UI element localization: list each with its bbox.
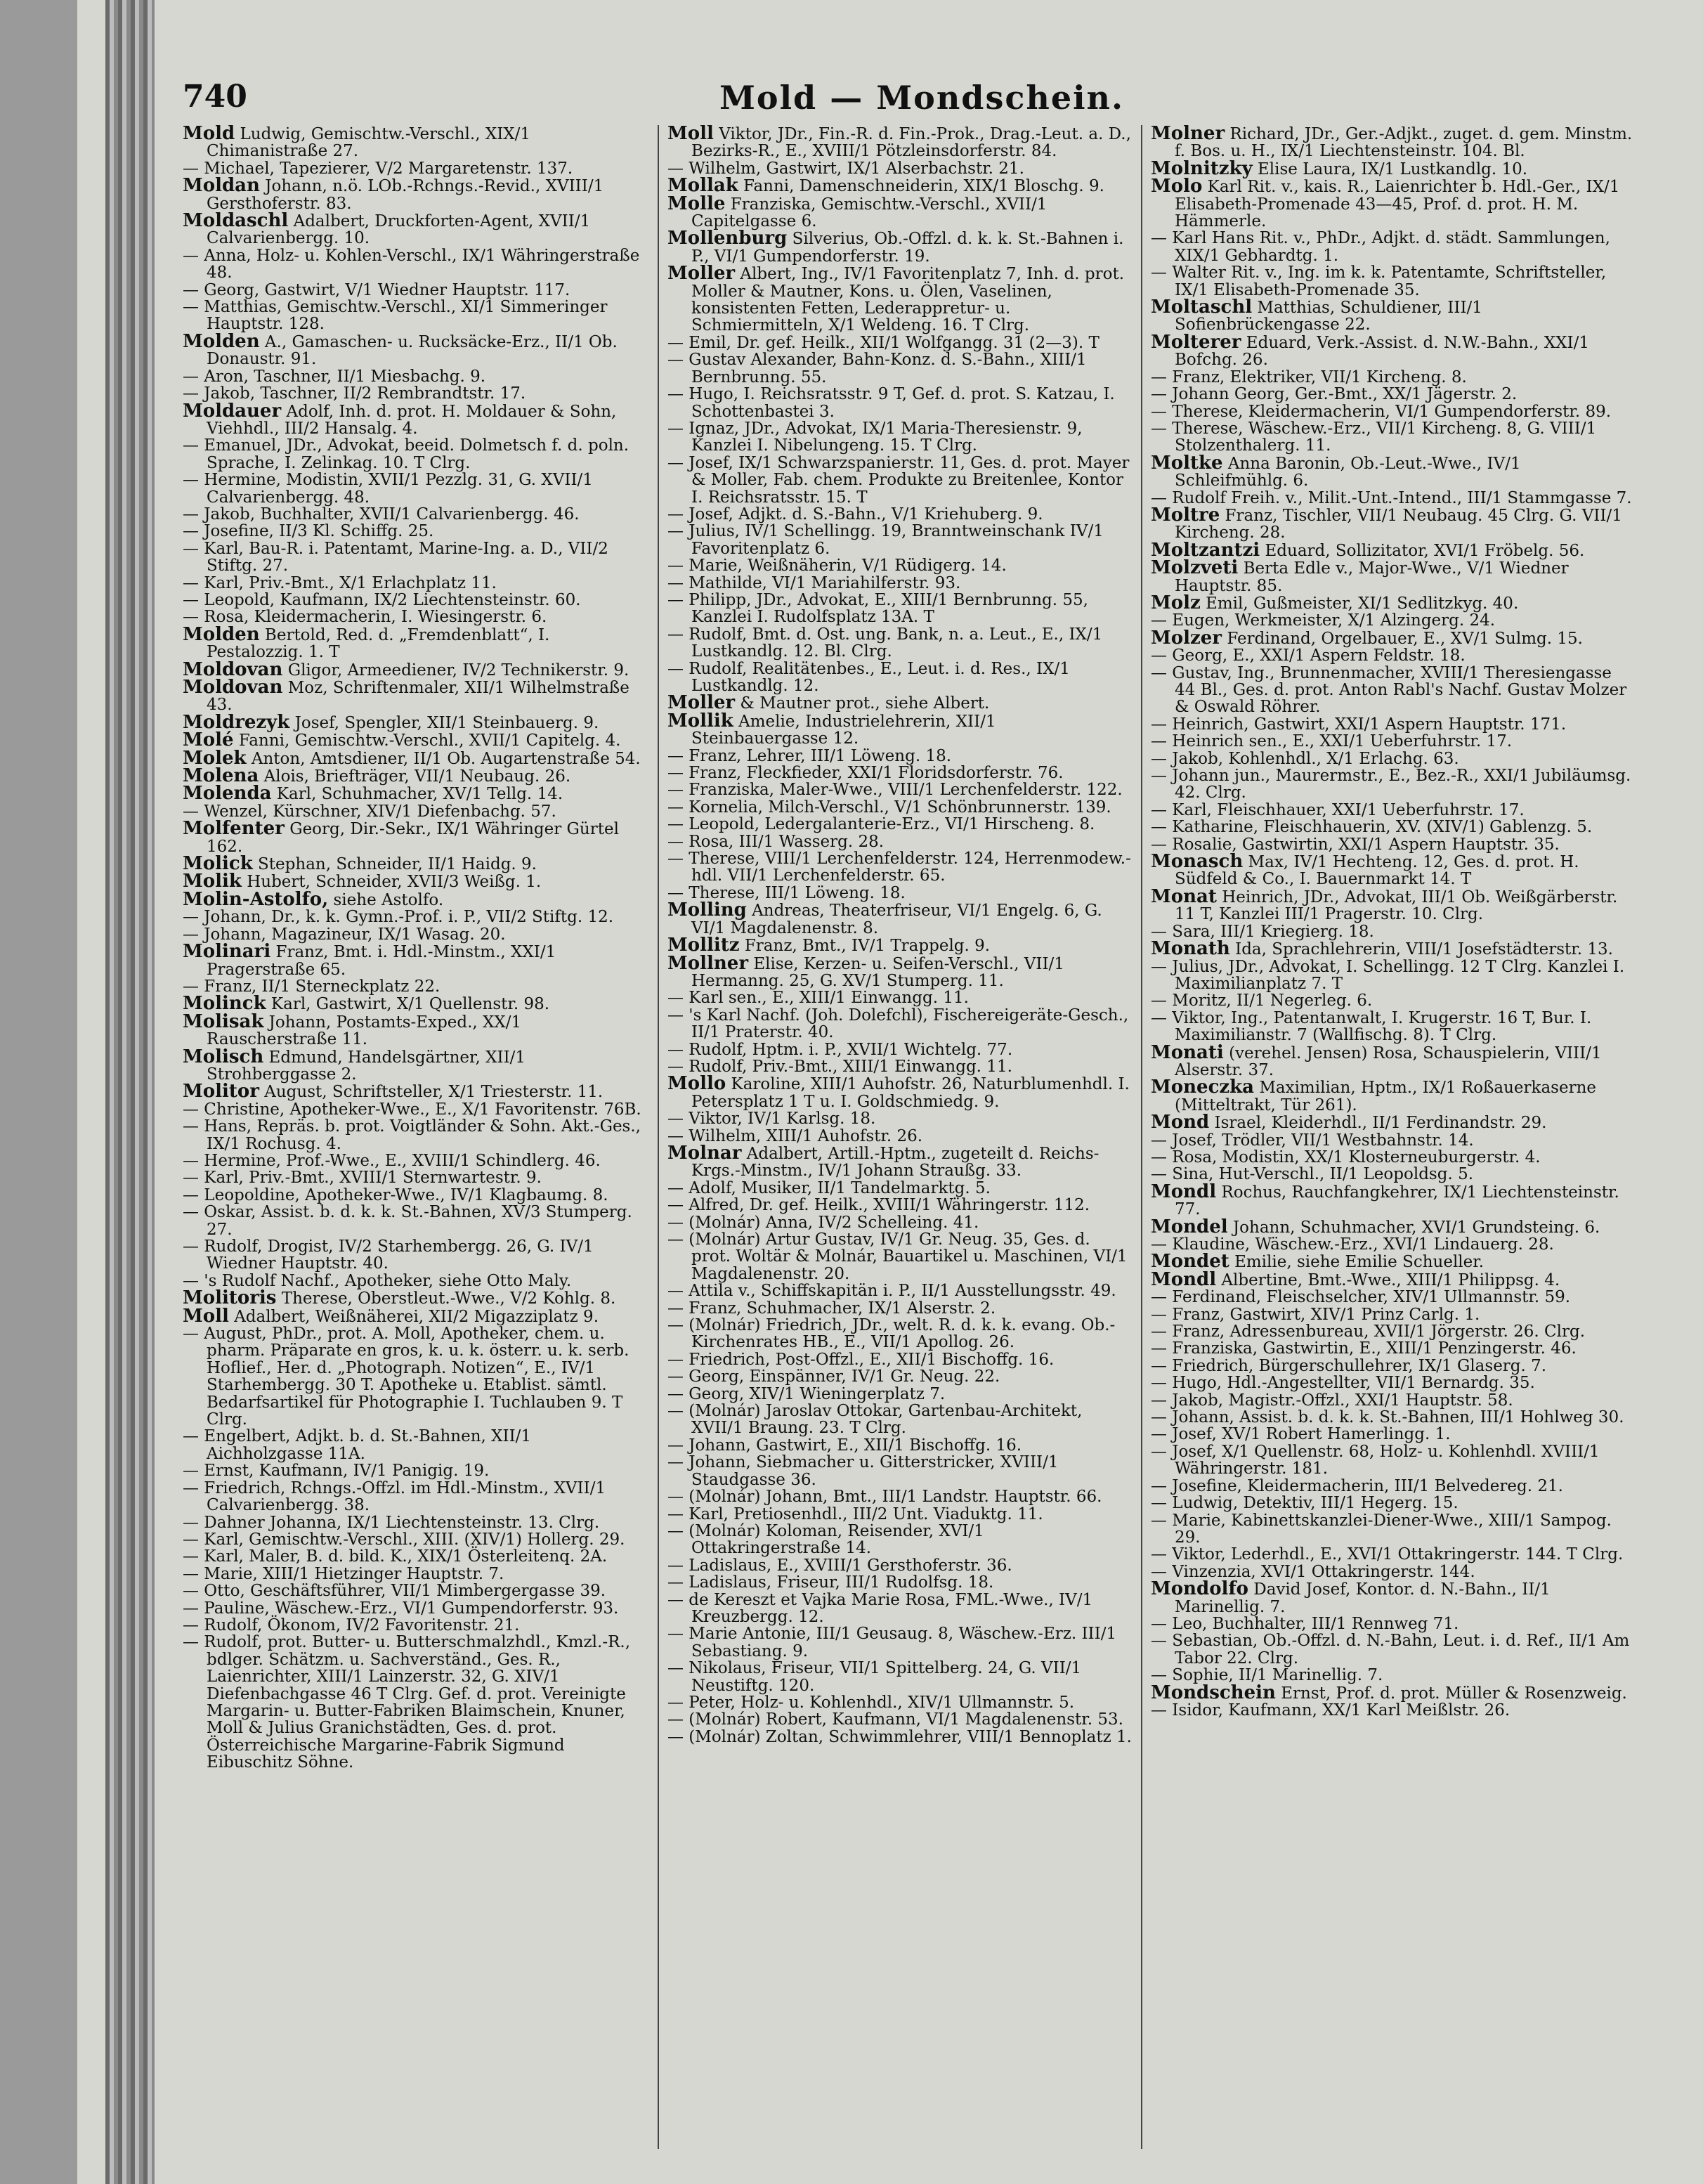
directory-entry: — Moritz, II/1 Negerleg. 6.	[1151, 992, 1373, 1010]
directory-entry: — Otto, Geschäftsführer, VII/1 Mimbergergasse 39.	[183, 1582, 606, 1601]
directory-entry: — (Molnár) Anna, IV/2 Schelleing. 41.	[667, 1213, 979, 1232]
directory-entry: Moller & Mautner prot., siehe Albert.	[667, 692, 990, 714]
directory-entry: — Karl, Priv.-Bmt., XVIII/1 Sternwartestr. 9.	[183, 1169, 542, 1188]
directory-entry: — Rudolf, Realitätenbes., E., Leut. i. d. Res., IX/1 Lustkandlg. 12.	[667, 659, 1070, 695]
directory-entry: Molden A., Gamaschen- u. Rucksäcke-Erz., II/1 Ob. Donaustr. 91.	[183, 330, 618, 369]
directory-entry: — Ladislaus, Friseur, III/1 Rudolfsg. 18.	[667, 1573, 994, 1592]
directory-entry: — Engelbert, Adjkt. b. d. St.-Bahnen, XII/1 Aichholzgasse 11A.	[183, 1427, 532, 1463]
directory-entry: — Franz, Gastwirt, XIV/1 Prinz Carlg. 1.	[1151, 1305, 1480, 1324]
directory-entry: — Wenzel, Kürschner, XIV/1 Diefenbachg. 57.	[183, 802, 556, 821]
directory-entry: Moldaschl Adalbert, Druckforten-Agent, XVII/1 Calvarienbergg. 10.	[183, 210, 591, 248]
directory-entry: Moneczka Maximilian, Hptm., IX/1 Roßauerkaserne (Mitteltrakt, Tür 261).	[1151, 1077, 1597, 1114]
column-1	[183, 125, 646, 2156]
directory-entry: — Hermine, Prof.-Wwe., E., XVIII/1 Schindlerg. 46.	[183, 1151, 601, 1170]
directory-entry: Molnar Adalbert, Artill.-Hptm., zugeteilt d. Reichs-Krgs.-Minstm., IV/1 Johann Straußg. 33.	[667, 1142, 1100, 1181]
directory-entry: Molzer Ferdinand, Orgelbauer, E., XV/1 Sulmg. 15.	[1151, 627, 1583, 649]
directory-entry: — Johann, Magazineur, IX/1 Wasag. 20.	[183, 925, 506, 944]
directory-entry: — Therese, Wäschew.-Erz., VII/1 Kircheng. 8, G. VIII/1 Stolzenthalerg. 11.	[1151, 419, 1597, 455]
directory-entry: — 's Rudolf Nachf., Apotheker, siehe Otto Maly.	[183, 1271, 572, 1290]
directory-entry: — Pauline, Wäschew.-Erz., VI/1 Gumpendorferstr. 93.	[183, 1599, 619, 1618]
directory-entry: — Hans, Repräs. b. prot. Voigtländer & Sohn. Akt.-Ges., IX/1 Rochusg. 4.	[183, 1117, 641, 1153]
directory-entry: — Isidor, Kaufmann, XX/1 Karl Meißlstr. 26.	[1151, 1701, 1510, 1720]
directory-entry: — Josef, Adjkt. d. S.-Bahn., V/1 Kriehuberg. 9.	[667, 505, 1043, 524]
directory-entry: Molick Stephan, Schneider, II/1 Haidg. 9.	[183, 853, 537, 875]
directory-entry: Mondl Albertine, Bmt.-Wwe., XIII/1 Philippsg. 4.	[1151, 1268, 1560, 1290]
directory-entry: Moldauer Adolf, Inh. d. prot. H. Moldauer & Sohn, Viehhdl., III/2 Hansalg. 4.	[183, 400, 617, 438]
column-rule	[658, 125, 659, 2149]
directory-entry: — Rudolf Freih. v., Milit.-Unt.-Intend., III/1 Stammgasse 7.	[1151, 488, 1632, 507]
directory-entry: — Nikolaus, Friseur, VII/1 Spittelberg. 24, G. VII/1 Neustiftg. 120.	[667, 1659, 1082, 1695]
directory-entry: — Marie, Kabinettskanzlei-Diener-Wwe., XIII/1 Sampog. 29.	[1151, 1511, 1612, 1547]
directory-entry: — Josef, XV/1 Robert Hamerlingg. 1.	[1151, 1425, 1451, 1444]
directory-entry: — Ladislaus, E., XVIII/1 Gersthoferstr. 36.	[667, 1556, 1012, 1575]
directory-entry: — Franz, Elektriker, VII/1 Kircheng. 8.	[1151, 368, 1467, 386]
directory-entry: Molinari Franz, Bmt. i. Hdl.-Minstm., XXI/1 Pragerstraße 65.	[183, 941, 556, 979]
directory-entry: Monath Ida, Sprachlehrerin, VIII/1 Josefstädterstr. 13.	[1151, 938, 1613, 960]
directory-entry: Mond Israel, Kleiderhdl., II/1 Ferdinandstr. 29.	[1151, 1112, 1547, 1133]
directory-entry: Molo Karl Rit. v., kais. R., Laienrichter b. Hdl.-Ger., IX/1 Elisabeth-Promenade 43—45, Prof. d. prot. H. M. Hämmerle.	[1151, 176, 1620, 231]
directory-entry: — Wilhelm, XIII/1 Auhofstr. 26.	[667, 1126, 923, 1145]
directory-entry: — Ernst, Kaufmann, IV/1 Panigig. 19.	[183, 1462, 490, 1481]
directory-entry: Mondet Emilie, siehe Emilie Schueller.	[1151, 1251, 1485, 1273]
directory-entry: — Philipp, JDr., Advokat, E., XIII/1 Bernbrunng. 55, Kanzlei I. Rudolfsplatz 13A. T	[667, 590, 1088, 627]
directory-entry: — Rosalie, Gastwirtin, XXI/1 Aspern Hauptstr. 35.	[1151, 835, 1560, 854]
directory-entry: — Rudolf, prot. Butter- u. Butterschmalzhdl., Kmzl.-R., bdlger. Schätzm. u. Sachverständ., Ges. R., Laienrichter, XIII/1 Lainzerstr. 32, G. XIV/1 Diefenbachgasse 46 T Clrg. Gef. d. prot. Vereinigte Margarin- u. Butter-Fabriken Blaimschein, Knuner, Moll & Julius Granichstädten, Ges. d. prot. Österreichische Margarine-Fabrik Sigmund Eibuschitz Söhne.	[183, 1633, 631, 1772]
directory-entry: — (Molnár) Johann, Bmt., III/1 Landstr. Hauptstr. 66.	[667, 1488, 1102, 1507]
directory-entry: — Georg, XIV/1 Wieningerplatz 7.	[667, 1384, 946, 1403]
directory-entry: — Franz, II/1 Sterneckplatz 22.	[183, 977, 441, 996]
directory-entry: — Therese, Kleidermacherin, VI/1 Gumpendorferstr. 89.	[1151, 402, 1612, 421]
directory-entry: — Hugo, I. Reichsratsstr. 9 T, Gef. d. prot. S. Katzau, I. Schottenbastei 3.	[667, 385, 1115, 421]
directory-entry: Molik Hubert, Schneider, XVII/3 Weißg. 1.	[183, 871, 542, 892]
directory-entry: — Rosa, Kleidermacherin, I. Wiesingerstr. 6.	[183, 608, 547, 627]
directory-entry: — Julius, JDr., Advokat, I. Schellingg. 12 T Clrg. Kanzlei I. Maximilianplatz 7. T	[1151, 957, 1625, 993]
directory-entry: Molnitzky Elise Laura, IX/1 Lustkandlg. 10.	[1151, 157, 1528, 179]
directory-entry: — (Molnár) Friedrich, JDr., welt. R. d. k. k. evang. Ob.-Kirchenrates HB., E., VII/1 Apollog. 26.	[667, 1316, 1116, 1352]
directory-entry: — Anna, Holz- u. Kohlen-Verschl., IX/1 Währingerstraße 48.	[183, 246, 640, 282]
directory-entry: — Eugen, Werkmeister, X/1 Alzingerg. 24.	[1151, 611, 1496, 630]
directory-entry: Molisch Edmund, Handelsgärtner, XII/1 Strohberggasse 2.	[183, 1046, 526, 1084]
directory-entry: Mondschein Ernst, Prof. d. prot. Müller & Rosenzweig.	[1151, 1682, 1627, 1703]
directory-entry: Mold Ludwig, Gemischtw.-Verschl., XIX/1 Chimanistraße 27.	[183, 125, 531, 161]
directory-entry: — Oskar, Assist. b. d. k. k. St.-Bahnen, XV/3 Stumperg. 27.	[183, 1203, 632, 1239]
directory-entry: — Josef, Trödler, VII/1 Westbahnstr. 14.	[1151, 1131, 1474, 1150]
directory-entry: — Emil, Dr. gef. Heilk., XII/1 Wolfgangg. 31 (2—3). T	[667, 333, 1100, 352]
directory-entry: Moltaschl Matthias, Schuldiener, III/1 Sofienbrückengasse 22.	[1151, 297, 1482, 334]
directory-entry: — Johann, Dr., k. k. Gymn.-Prof. i. P., VII/2 Stiftg. 12.	[183, 908, 614, 927]
directory-entry: Molner Richard, JDr., Ger.-Adjkt., zuget. d. gem. Minstm. f. Bos. u. H., IX/1 Liechtensteinstr. 104. Bl.	[1151, 125, 1633, 161]
directory-entry: — Dahner Johanna, IX/1 Liechtensteinstr. 13. Clrg.	[183, 1513, 600, 1532]
directory-entry: — Klaudine, Wäschew.-Erz., XVI/1 Lindauerg. 28.	[1151, 1235, 1554, 1254]
directory-entry: — Vinzenzia, XVI/1 Ottakringerstr. 144.	[1151, 1562, 1475, 1581]
directory-entry: — Matthias, Gemischtw.-Verschl., XI/1 Simmeringer Hauptstr. 128.	[183, 298, 608, 334]
directory-entry: Molé Fanni, Gemischtw.-Verschl., XVII/1 Capitelg. 4.	[183, 729, 621, 751]
directory-entry: Molin-Astolfo, siehe Astolfo.	[183, 888, 444, 910]
directory-entry: — Attila v., Schiffskapitän i. P., II/1 Ausstellungsstr. 49.	[667, 1282, 1116, 1301]
directory-entry: — Viktor, Ing., Patentanwalt, I. Krugerstr. 16 T, Bur. I. Maximilianstr. 7 (Wallfischg. 8). T Clrg.	[1151, 1008, 1592, 1045]
directory-entry: — Johann jun., Maurermstr., E., Bez.-R., XXI/1 Jubiläumsg. 42. Clrg.	[1151, 767, 1631, 802]
directory-entry: — Franziska, Maler-Wwe., VIII/1 Lerchenfelderstr. 122.	[667, 781, 1123, 800]
directory-entry: — Wilhelm, Gastwirt, IX/1 Alserbachstr. 21.	[667, 159, 1024, 178]
directory-entry: — Josef, X/1 Quellenstr. 68, Holz- u. Kohlenhdl. XVIII/1 Währingerstr. 181.	[1151, 1442, 1600, 1478]
directory-entry: Mollik Amelie, Industrielehrerin, XII/1 Steinbauergasse 12.	[667, 710, 996, 748]
directory-entry: — Rudolf, Priv.-Bmt., XIII/1 Einwangg. 11.	[667, 1057, 1012, 1076]
column-rule	[1141, 125, 1142, 2149]
directory-entry: Molena Alois, Briefträger, VII/1 Neubaug. 26.	[183, 765, 571, 787]
directory-entry: — Karl, Maler, B. d. bild. K., XIX/1 Österleitenq. 2A.	[183, 1547, 608, 1566]
directory-entry: — Sara, III/1 Kriegierg. 18.	[1151, 922, 1374, 941]
column-3	[1151, 125, 1636, 2156]
directory-entry: — Franz, Adressenbureau, XVII/1 Jörgerstr. 26. Clrg.	[1151, 1322, 1586, 1341]
directory-entry: — Jakob, Magistr.-Offzl., XXI/1 Hauptstr. 58.	[1151, 1391, 1513, 1410]
directory-entry: — Aron, Taschner, II/1 Miesbachg. 9.	[183, 367, 486, 386]
directory-entry: — Heinrich, Gastwirt, XXI/1 Aspern Hauptstr. 171.	[1151, 715, 1567, 734]
directory-entry: — Karl, Pretiosenhdl., III/2 Unt. Viaduktg. 11.	[667, 1504, 1043, 1523]
directory-entry: Molisak Johann, Postamts-Exped., XX/1 Rauscherstraße 11.	[183, 1010, 522, 1049]
directory-entry: — Johann, Siebmacher u. Gitterstricker, XVIII/1 Staudgasse 36.	[667, 1453, 1059, 1489]
directory-entry: — Franz, Schuhmacher, IX/1 Alserstr. 2.	[667, 1299, 996, 1318]
directory-entry: — Kornelia, Milch-Verschl., V/1 Schönbrunnerstr. 139.	[667, 798, 1111, 817]
running-head: Mold — Mondschein.	[719, 79, 1125, 117]
directory-entry: — Emanuel, JDr., Advokat, beeid. Dolmetsch f. d. poln. Sprache, I. Zelinkag. 10. T Clrg.	[183, 436, 629, 472]
directory-page	[77, 0, 1703, 2184]
directory-entry: Molitor August, Schriftsteller, X/1 Triesterstr. 11.	[183, 1081, 603, 1103]
directory-entry: — (Molnár) Koloman, Reisender, XVI/1 Ottakringerstraße 14.	[667, 1521, 984, 1558]
directory-entry: Moldan Johann, n.ö. LOb.-Rchngs.-Revid., XVIII/1 Gersthoferstr. 83.	[183, 175, 604, 213]
directory-entry: — Franziska, Gastwirtin, E., XIII/1 Penzingerstr. 46.	[1151, 1339, 1577, 1358]
directory-entry: — Peter, Holz- u. Kohlenhdl., XIV/1 Ullmannstr. 5.	[667, 1693, 1075, 1712]
directory-entry: Moltke Anna Baronin, Ob.-Leut.-Wwe., IV/1 Schleifmühlg. 6.	[1151, 452, 1521, 490]
directory-entry: Molz Emil, Gußmeister, XI/1 Sedlitzkyg. 40.	[1151, 592, 1519, 613]
directory-entry: — Jakob, Taschner, II/2 Rembrandtstr. 17.	[183, 384, 526, 403]
directory-entry: — (Molnár) Jaroslav Ottokar, Gartenbau-Architekt, XVII/1 Braung. 23. T Clrg.	[667, 1402, 1083, 1438]
directory-entry: Molling Andreas, Theaterfriseur, VI/1 Engelg. 6, G. VI/1 Magdalenenstr. 8.	[667, 899, 1102, 937]
directory-entry: Mollak Fanni, Damenschneiderin, XIX/1 Bloschg. 9.	[667, 175, 1104, 197]
directory-entry: — 's Karl Nachf. (Joh. Dolefchl), Fischereigeräte-Gesch., II/1 Praterstr. 40.	[667, 1006, 1129, 1042]
directory-entry: Mondel Johann, Schuhmacher, XVI/1 Grundsteing. 6.	[1151, 1216, 1600, 1237]
directory-entry: Molitoris Therese, Oberstleut.-Wwe., V/2 Kohlg. 8.	[183, 1287, 616, 1309]
directory-entry: — Sina, Hut-Verschl., II/1 Leopoldsg. 5.	[1151, 1165, 1474, 1184]
page-header	[183, 79, 1661, 121]
directory-entry: — (Molnár) Zoltan, Schwimmlehrer, VIII/1 Bennoplatz 1.	[667, 1727, 1132, 1746]
directory-entry: — Georg, Einspänner, IV/1 Gr. Neug. 22.	[667, 1367, 1000, 1386]
directory-entry: — Friedrich, Bürgerschullehrer, IX/1 Glaserg. 7.	[1151, 1356, 1547, 1375]
column-2	[667, 125, 1135, 2156]
directory-entry: Monat Heinrich, JDr., Advokat, III/1 Ob. Weißgärberstr. 11 T, Kanzlei III/1 Pragerstr. 10. Clrg.	[1151, 885, 1618, 924]
directory-entry: — Katharine, Fleischhauerin, XV. (XIV/1) Gablenzg. 5.	[1151, 818, 1593, 837]
directory-entry: Monati (verehel. Jensen) Rosa, Schauspielerin, VIII/1 Alserstr. 37.	[1151, 1041, 1602, 1079]
directory-entry: — Karl, Priv.-Bmt., X/1 Erlachplatz 11.	[183, 573, 497, 592]
directory-entry: — Ludwig, Detektiv, III/1 Hegerg. 15.	[1151, 1494, 1459, 1513]
directory-entry: — Julius, IV/1 Schellingg. 19, Branntweinschank IV/1 Favoritenplatz 6.	[667, 522, 1104, 558]
directory-entry: — Josefine, II/3 Kl. Schiffg. 25.	[183, 522, 434, 541]
directory-entry: Mollner Elise, Kerzen- u. Seifen-Verschl., VII/1 Hermanng. 25, G. XV/1 Stumperg. 11.	[667, 952, 1064, 990]
directory-entry: — Gustav Alexander, Bahn-Konz. d. S.-Bahn., XIII/1 Bernbrunng. 55.	[667, 351, 1087, 386]
directory-entry: — Johann, Assist. b. d. k. k. St.-Bahnen, III/1 Hohlweg 30.	[1151, 1408, 1624, 1427]
directory-entry: — Karl Hans Rit. v., PhDr., Adjkt. d. städt. Sammlungen, XIX/1 Gebhardtg. 1.	[1151, 229, 1610, 265]
directory-entry: Mondl Rochus, Rauchfangkehrer, IX/1 Liechtensteinstr. 77.	[1151, 1181, 1619, 1219]
directory-entry: — Leopold, Kaufmann, IX/2 Liechtensteinstr. 60.	[183, 590, 581, 609]
directory-entry: — de Kereszt et Vajka Marie Rosa, FML.-Wwe., IV/1 Kreuzbergg. 12.	[667, 1590, 1093, 1626]
directory-entry: Molzveti Berta Edle v., Major-Wwe., V/1 Wiedner Hauptstr. 85.	[1151, 557, 1569, 595]
directory-entry: — Walter Rit. v., Ing. im k. k. Patentamte, Schriftsteller, IX/1 Elisabeth-Promenade 35.	[1151, 264, 1607, 299]
directory-entry: Monasch Max, IV/1 Hechteng. 12, Ges. d. prot. H. Südfeld & Co., I. Bauernmarkt 14. T	[1151, 851, 1579, 889]
directory-entry: — Josef, IX/1 Schwarzspanierstr. 11, Ges. d. prot. Mayer & Moller, Fab. chem. Produkte zu Breitenlee, Kontor I. Reichsratsstr. 15. T	[667, 453, 1130, 507]
directory-entry: — Rosa, Modistin, XX/1 Klosterneuburgerstr. 4.	[1151, 1148, 1541, 1166]
directory-entry: Molle Franziska, Gemischtw.-Verschl., XVII/1 Capitelgasse 6.	[667, 193, 1048, 231]
directory-entry: — Rudolf, Ökonom, IV/2 Favoritenstr. 21.	[183, 1616, 520, 1634]
directory-entry: — Rudolf, Drogist, IV/2 Starhembergg. 26, G. IV/1 Wiedner Hauptstr. 40.	[183, 1237, 594, 1273]
directory-entry: — August, PhDr., prot. A. Moll, Apotheker, chem. u. pharm. Präparate en gros, k. u. k. österr. u. k. serb. Hoflief., Her. d. „Photograph. Notizen“, E., IV/1 Starhembergg. 30 T. Apotheke u. Etablist. sämtl. Bedarfsartikel für Photographie I. Tuchlauben 9. T Clrg.	[183, 1325, 629, 1429]
directory-entry: — Johann, Gastwirt, E., XII/1 Bischoffg. 16.	[667, 1436, 1022, 1455]
directory-entry: Molterer Eduard, Verk.-Assist. d. N.W.-Bahn., XXI/1 Bofchg. 26.	[1151, 331, 1589, 370]
directory-entry: Moller Albert, Ing., IV/1 Favoritenplatz 7, Inh. d. prot. Moller & Mautner, Kons. u. Ölen, Vaselinen, konsistenten Fetten, Lederappretur- u. Schmiermitteln, X/1 Weldeng. 16. T Clrg.	[667, 263, 1125, 335]
directory-entry: — Georg, Gastwirt, V/1 Wiedner Hauptstr. 117.	[183, 280, 570, 299]
directory-entry: Molek Anton, Amtsdiener, II/1 Ob. Augartenstraße 54.	[183, 747, 641, 769]
page-number: 740	[183, 79, 247, 115]
directory-entry: — Viktor, IV/1 Karlsg. 18.	[667, 1110, 876, 1129]
directory-entry: Molfenter Georg, Dir.-Sekr., IX/1 Währinger Gürtel 162.	[183, 818, 619, 856]
directory-entry: Mollo Karoline, XIII/1 Auhofstr. 26, Naturblumenhdl. I. Petersplatz 1 T u. I. Goldschmiedg. 9.	[667, 1073, 1130, 1111]
directory-entry: Moltzantzi Eduard, Sollizitator, XVI/1 Fröbelg. 56.	[1151, 539, 1585, 561]
directory-entry: Molinck Karl, Gastwirt, X/1 Quellenstr. 98.	[183, 993, 550, 1015]
directory-entry: Moldovan Moz, Schriftenmaler, XII/1 Wilhelmstraße 43.	[183, 677, 629, 715]
directory-entry: — Ignaz, JDr., Advokat, IX/1 Maria-Theresienstr. 9, Kanzlei I. Nibelungeng. 15. T Clrg.	[667, 419, 1083, 455]
directory-entry: — Karl, Fleischhauer, XXI/1 Ueberfuhrstr. 17.	[1151, 800, 1525, 819]
directory-entry: — Franz, Fleckfieder, XXI/1 Floridsdorferstr. 76.	[667, 764, 1064, 783]
directory-entry: — Friedrich, Post-Offzl., E., XII/1 Bischoffg. 16.	[667, 1350, 1055, 1369]
directory-entry: — Therese, VIII/1 Lerchenfelderstr. 124, Herrenmodew.-hdl. VII/1 Lerchenfelderstr. 65.	[667, 850, 1131, 885]
directory-entry: — Hugo, Hdl.-Angestellter, VII/1 Bernardg. 35.	[1151, 1374, 1535, 1393]
directory-entry: — Johann Georg, Ger.-Bmt., XX/1 Jägerstr. 2.	[1151, 385, 1518, 404]
directory-entry: — Rudolf, Hptm. i. P., XVII/1 Wichtelg. 77.	[667, 1040, 1013, 1059]
directory-entry: — Christine, Apotheker-Wwe., E., X/1 Favoritenstr. 76B.	[183, 1100, 641, 1119]
directory-entry: — Karl sen., E., XIII/1 Einwangg. 11.	[667, 989, 969, 1008]
directory-entry: Moldovan Gligor, Armeediener, IV/2 Technikerstr. 9.	[183, 658, 629, 680]
directory-entry: — Mathilde, VI/1 Mariahilferstr. 93.	[667, 573, 961, 592]
directory-entry: — Marie, XIII/1 Hietzinger Hauptstr. 7.	[183, 1564, 504, 1583]
directory-entry: — Michael, Tapezierer, V/2 Margaretenstr. 137.	[183, 159, 573, 178]
directory-entry: — Georg, E., XXI/1 Aspern Feldstr. 18.	[1151, 646, 1466, 665]
directory-entry: Mondolfo David Josef, Kontor. d. N.-Bahn., II/1 Marinellig. 7.	[1151, 1578, 1551, 1616]
page-edge-shading	[105, 0, 155, 2184]
directory-entry: — Jakob, Buchhalter, XVII/1 Calvarienbergg. 46.	[183, 505, 580, 524]
directory-entry: — Heinrich sen., E., XXI/1 Ueberfuhrstr. 17.	[1151, 732, 1513, 751]
directory-entry: — Adolf, Musiker, II/1 Tandelmarktg. 5.	[667, 1178, 991, 1197]
directory-entry: Mollitz Franz, Bmt., IV/1 Trappelg. 9.	[667, 935, 991, 956]
directory-entry: — Alfred, Dr. gef. Heilk., XVIII/1 Währingerstr. 112.	[667, 1196, 1090, 1215]
directory-entry: — Josefine, Kleidermacherin, III/1 Belvedereg. 21.	[1151, 1476, 1563, 1495]
directory-entry: — Marie Antonie, III/1 Geusaug. 8, Wäschew.-Erz. III/1 Sebastiang. 9.	[667, 1625, 1117, 1660]
directory-entry: — Hermine, Modistin, XVII/1 Pezzlg. 31, G. XVII/1 Calvarienbergg. 48.	[183, 471, 593, 507]
directory-entry: — Gustav, Ing., Brunnenmacher, XVIII/1 Theresiengasse 44 Bl., Ges. d. prot. Anton Rabl's Nachf. Gustav Molzer & Oswald Röhrer.	[1151, 663, 1627, 717]
directory-entry: — Sophie, II/1 Marinellig. 7.	[1151, 1666, 1383, 1685]
directory-entry: — Viktor, Lederhdl., E., XVI/1 Ottakringerstr. 144. T Clrg.	[1151, 1545, 1624, 1564]
directory-entry: — Rosa, III/1 Wasserg. 28.	[667, 832, 885, 851]
directory-entry: — Leopold, Ledergalanterie-Erz., VI/1 Hirscheng. 8.	[667, 815, 1095, 834]
directory-entry: — Marie, Weißnäherin, V/1 Rüdigerg. 14.	[667, 557, 1007, 576]
directory-entry: — Sebastian, Ob.-Offzl. d. N.-Bahn, Leut. i. d. Ref., II/1 Am Tabor 22. Clrg.	[1151, 1632, 1630, 1668]
directory-entry: — Ferdinand, Fleischselcher, XIV/1 Ullmannstr. 59.	[1151, 1288, 1571, 1307]
directory-entry: — Franz, Lehrer, III/1 Löweng. 18.	[667, 746, 952, 765]
directory-entry: Molenda Karl, Schuhmacher, XV/1 Tellg. 14.	[183, 783, 563, 805]
directory-entry: — Leopoldine, Apotheker-Wwe., IV/1 Klagbaumg. 8.	[183, 1185, 608, 1204]
directory-entry: Moll Viktor, JDr., Fin.-R. d. Fin.-Prok., Drag.-Leut. a. D., Bezirks-R., E., XVIII/1 Pötzleinsdorferstr. 84.	[667, 125, 1131, 161]
directory-entry: — Rudolf, Bmt. d. Ost. ung. Bank, n. a. Leut., E., IX/1 Lustkandlg. 12. Bl. Clrg.	[667, 625, 1103, 661]
directory-entry: — Therese, III/1 Löweng. 18.	[667, 883, 906, 902]
directory-entry: — (Molnár) Artur Gustav, IV/1 Gr. Neug. 35, Ges. d. prot. Woltär & Molnár, Bauartikel u. Maschinen, VI/1 Magdalenenstr. 20.	[667, 1230, 1128, 1283]
directory-entry: Moll Adalbert, Weißnäherei, XII/2 Migazziplatz 9.	[183, 1305, 599, 1327]
directory-entry: Moldrezyk Josef, Spengler, XII/1 Steinbauerg. 9.	[183, 711, 599, 733]
directory-entry: — Leo, Buchhalter, III/1 Rennweg 71.	[1151, 1614, 1459, 1633]
directory-entry: Mollenburg Silverius, Ob.-Offzl. d. k. k. St.-Bahnen i. P., VI/1 Gumpendorferstr. 19.	[667, 228, 1124, 266]
directory-entry: Moltre Franz, Tischler, VII/1 Neubaug. 45 Clrg. G. VII/1 Kircheng. 28.	[1151, 504, 1622, 542]
directory-entry: — Karl, Bau-R. i. Patentamt, Marine-Ing. a. D., VII/2 Stiftg. 27.	[183, 539, 608, 576]
directory-entry: — (Molnár) Robert, Kaufmann, VI/1 Magdalenenstr. 53.	[667, 1710, 1123, 1729]
directory-entry: — Karl, Gemischtw.-Verschl., XIII. (XIV/1) Hollerg. 29.	[183, 1530, 625, 1549]
directory-entry: Molden Bertold, Red. d. „Fremdenblatt“, I. Pestalozzig. 1. T	[183, 623, 550, 662]
directory-entry: — Jakob, Kohlenhdl., X/1 Erlachg. 63.	[1151, 749, 1459, 768]
directory-entry: — Friedrich, Rchngs.-Offzl. im Hdl.-Minstm., XVII/1 Calvarienbergg. 38.	[183, 1478, 606, 1515]
